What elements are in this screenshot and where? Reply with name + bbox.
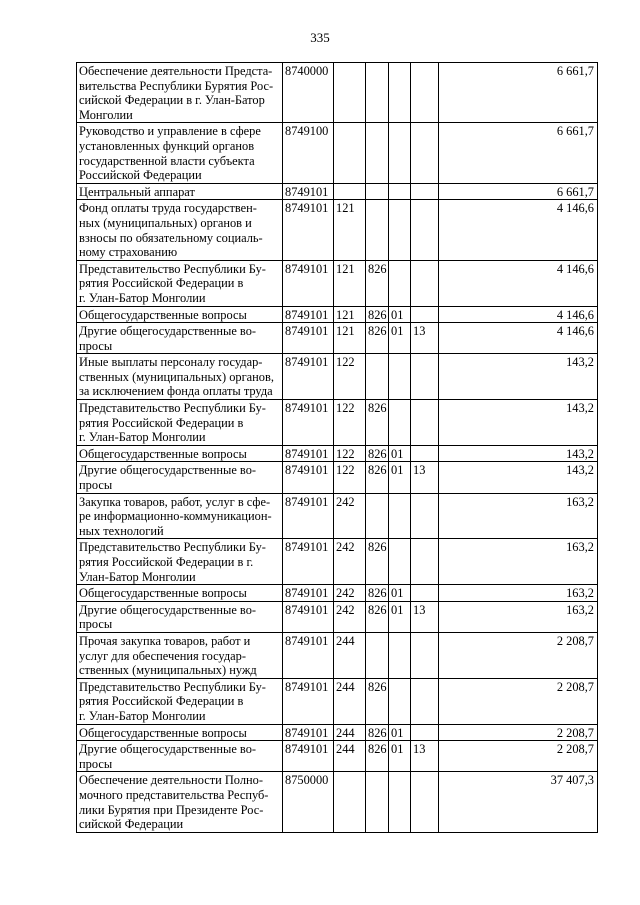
cell-target-article: 8749101	[283, 306, 334, 323]
cell-name-line: Другие общегосударственные во-	[79, 324, 257, 339]
cell-name	[77, 585, 283, 602]
cell-amount: 163,2	[439, 585, 598, 602]
cell-department	[366, 63, 389, 123]
cell-target-article: 8749101	[283, 200, 334, 260]
cell-subsection	[411, 493, 439, 539]
cell-target-article: 8749100	[283, 123, 334, 183]
table-row	[77, 678, 598, 724]
cell-amount: 143,2	[439, 462, 598, 493]
cell-name-line: рятия Российской Федерации в г.	[79, 555, 254, 569]
cell-target-article: 8749101	[283, 741, 334, 772]
cell-amount: 143,2	[439, 354, 598, 400]
cell-section	[389, 493, 411, 539]
cell-name-line: просы	[79, 756, 113, 771]
cell-department	[366, 493, 389, 539]
cell-target-article: 8749101	[283, 724, 334, 741]
cell-name-line: установленных функций органов	[79, 138, 255, 153]
cell-name	[77, 601, 283, 632]
cell-name-line: Представительство Республики Бу-	[79, 401, 266, 416]
cell-subsection	[411, 772, 439, 832]
cell-name-line: Руководство и управление в сфере	[79, 124, 261, 139]
cell-department: 826	[366, 323, 389, 354]
cell-name	[77, 678, 283, 724]
cell-name-line: рятия Российской Федерации в	[79, 415, 244, 430]
cell-section	[389, 354, 411, 400]
cell-department: 826	[366, 306, 389, 323]
cell-subsection: 13	[411, 462, 439, 493]
cell-section: 01	[389, 462, 411, 493]
cell-name-line: Другие общегосударственные во-	[79, 602, 257, 617]
cell-name	[77, 632, 283, 678]
cell-subsection: 13	[411, 601, 439, 632]
table-row	[77, 123, 598, 183]
cell-amount: 2 208,7	[439, 724, 598, 741]
cell-name	[77, 772, 283, 832]
cell-expense-type	[334, 63, 366, 123]
cell-section: 01	[389, 445, 411, 462]
cell-section	[389, 678, 411, 724]
cell-section	[389, 123, 411, 183]
table-row	[77, 539, 598, 585]
cell-section: 01	[389, 323, 411, 354]
table-row	[77, 724, 598, 741]
table-row	[77, 601, 598, 632]
cell-name-line: Прочая закупка товаров, работ и	[79, 633, 251, 648]
cell-name-line: Обеспечение деятельности Предста-	[79, 64, 273, 78]
cell-section	[389, 200, 411, 260]
cell-expense-type: 242	[334, 493, 366, 539]
cell-name	[77, 400, 283, 446]
cell-department: 826	[366, 601, 389, 632]
table-row	[77, 772, 598, 832]
cell-subsection	[411, 260, 439, 306]
cell-subsection	[411, 200, 439, 260]
cell-name-line: Общегосударственные вопросы	[79, 586, 247, 601]
cell-amount: 163,2	[439, 539, 598, 585]
cell-name-line: г. Улан-Батор Монголии	[79, 430, 206, 445]
cell-name-line: сийской Федерации	[79, 817, 184, 832]
cell-expense-type: 121	[334, 306, 366, 323]
cell-section: 01	[389, 741, 411, 772]
table-body	[77, 63, 598, 833]
cell-department	[366, 354, 389, 400]
cell-target-article: 8749101	[283, 462, 334, 493]
table-row	[77, 445, 598, 462]
table-row	[77, 462, 598, 493]
cell-name-line: Российской Федерации	[79, 168, 202, 183]
cell-department	[366, 772, 389, 832]
cell-name-line: Фонд оплаты труда государствен-	[79, 201, 257, 216]
cell-name-line: услуг для обеспечения государ-	[79, 648, 246, 663]
cell-target-article: 8749101	[283, 323, 334, 354]
cell-expense-type: 122	[334, 445, 366, 462]
cell-subsection	[411, 306, 439, 323]
cell-target-article: 8749101	[283, 260, 334, 306]
cell-department: 826	[366, 741, 389, 772]
table-row	[77, 200, 598, 260]
cell-amount: 163,2	[439, 493, 598, 539]
table-row	[77, 260, 598, 306]
cell-expense-type: 121	[334, 323, 366, 354]
cell-department: 826	[366, 585, 389, 602]
cell-section	[389, 260, 411, 306]
cell-amount: 6 661,7	[439, 183, 598, 200]
page-number: 335	[310, 30, 330, 45]
cell-target-article: 8749101	[283, 493, 334, 539]
cell-expense-type: 121	[334, 260, 366, 306]
cell-name-line: г. Улан-Батор Монголии	[79, 708, 206, 723]
cell-subsection	[411, 445, 439, 462]
cell-department: 826	[366, 260, 389, 306]
cell-subsection: 13	[411, 323, 439, 354]
cell-name-line: Обеспечение деятельности Полно-	[79, 773, 263, 788]
cell-name	[77, 539, 283, 585]
cell-name-line: ре информационно-коммуникацион-	[79, 509, 272, 524]
cell-expense-type: 244	[334, 741, 366, 772]
cell-name-line: Общегосударственные вопросы	[79, 446, 247, 461]
cell-department: 826	[366, 539, 389, 585]
cell-amount: 6 661,7	[439, 123, 598, 183]
cell-name	[77, 445, 283, 462]
cell-amount: 4 146,6	[439, 260, 598, 306]
cell-name-line: Улан-Батор Монголии	[79, 569, 196, 584]
cell-amount: 6 661,7	[439, 63, 598, 123]
cell-name-line: Иные выплаты персоналу государ-	[79, 355, 263, 370]
cell-name-line: ных технологий	[79, 523, 164, 538]
cell-expense-type	[334, 183, 366, 200]
cell-expense-type: 242	[334, 601, 366, 632]
cell-section	[389, 772, 411, 832]
cell-target-article: 8749101	[283, 585, 334, 602]
cell-expense-type: 244	[334, 678, 366, 724]
cell-subsection	[411, 400, 439, 446]
cell-name-line: Закупка товаров, работ, услуг в сфе-	[79, 494, 271, 509]
cell-name-line: просы	[79, 338, 113, 353]
cell-name-line: Монголии	[79, 107, 133, 122]
table-row	[77, 741, 598, 772]
cell-name-line: г. Улан-Батор Монголии	[79, 290, 206, 305]
budget-table	[76, 62, 598, 833]
cell-section	[389, 63, 411, 123]
cell-name-line: Другие общегосударственные во-	[79, 742, 257, 757]
table-row	[77, 183, 598, 200]
cell-department: 826	[366, 400, 389, 446]
cell-subsection	[411, 724, 439, 741]
cell-name-line: рятия Российской Федерации в	[79, 276, 244, 291]
cell-target-article: 8750000	[283, 772, 334, 832]
table-row	[77, 585, 598, 602]
cell-name-line: ственных (муниципальных) органов,	[79, 369, 274, 384]
cell-name-line: Представительство Республики Бу-	[79, 540, 266, 555]
cell-subsection	[411, 539, 439, 585]
cell-name-line: рятия Российской Федерации в	[79, 694, 244, 709]
cell-name	[77, 183, 283, 200]
cell-expense-type: 244	[334, 724, 366, 741]
cell-department: 826	[366, 678, 389, 724]
cell-name-line: мочного представительства Респуб-	[79, 787, 269, 802]
table-row	[77, 400, 598, 446]
cell-target-article: 8749101	[283, 400, 334, 446]
cell-department	[366, 183, 389, 200]
cell-subsection: 13	[411, 741, 439, 772]
cell-amount: 143,2	[439, 445, 598, 462]
cell-section	[389, 400, 411, 446]
cell-department: 826	[366, 724, 389, 741]
table-row	[77, 493, 598, 539]
table-row	[77, 632, 598, 678]
cell-name-line: Общегосударственные вопросы	[79, 307, 247, 322]
cell-expense-type: 244	[334, 632, 366, 678]
cell-department: 826	[366, 462, 389, 493]
cell-name	[77, 354, 283, 400]
cell-name	[77, 462, 283, 493]
cell-amount: 4 146,6	[439, 323, 598, 354]
cell-name-line: Другие общегосударственные во-	[79, 463, 257, 478]
cell-section	[389, 632, 411, 678]
cell-name-line: лики Бурятия при Президенте Рос-	[79, 802, 264, 817]
cell-subsection	[411, 632, 439, 678]
cell-section: 01	[389, 306, 411, 323]
cell-name-line: Центральный аппарат	[79, 184, 195, 199]
cell-expense-type: 122	[334, 400, 366, 446]
cell-section: 01	[389, 585, 411, 602]
cell-subsection	[411, 123, 439, 183]
cell-expense-type: 122	[334, 462, 366, 493]
cell-amount: 37 407,3	[439, 772, 598, 832]
cell-name	[77, 260, 283, 306]
cell-amount: 2 208,7	[439, 678, 598, 724]
cell-name	[77, 323, 283, 354]
table-row	[77, 306, 598, 323]
cell-section	[389, 183, 411, 200]
cell-name-line: ных (муниципальных) органов и	[79, 215, 252, 230]
cell-expense-type	[334, 123, 366, 183]
cell-amount: 143,2	[439, 400, 598, 446]
cell-department	[366, 200, 389, 260]
cell-target-article: 8740000	[283, 63, 334, 123]
cell-target-article: 8749101	[283, 445, 334, 462]
cell-expense-type: 122	[334, 354, 366, 400]
cell-department: 826	[366, 445, 389, 462]
cell-amount: 163,2	[439, 601, 598, 632]
cell-subsection	[411, 585, 439, 602]
cell-name-line: вительства Республики Бурятия Рос-	[79, 78, 274, 93]
cell-amount: 4 146,6	[439, 200, 598, 260]
cell-name-line: за исключением фонда оплаты труда	[79, 384, 273, 399]
cell-name	[77, 63, 283, 123]
cell-name-line: сийской Федерации в г. Улан-Батор	[79, 93, 265, 108]
cell-expense-type: 121	[334, 200, 366, 260]
cell-target-article: 8749101	[283, 354, 334, 400]
cell-subsection	[411, 354, 439, 400]
cell-amount: 4 146,6	[439, 306, 598, 323]
cell-name-line: просы	[79, 478, 113, 493]
cell-target-article: 8749101	[283, 678, 334, 724]
cell-name	[77, 724, 283, 741]
cell-name	[77, 123, 283, 183]
cell-target-article: 8749101	[283, 539, 334, 585]
cell-expense-type: 242	[334, 585, 366, 602]
cell-name-line: Представительство Республики Бу-	[79, 261, 266, 276]
cell-section: 01	[389, 724, 411, 741]
table-row	[77, 63, 598, 123]
cell-name-line: Представительство Республики Бу-	[79, 679, 266, 694]
cell-expense-type: 242	[334, 539, 366, 585]
cell-name-line: ственных (муниципальных) нужд	[79, 663, 257, 678]
cell-name-line: Общегосударственные вопросы	[79, 725, 247, 740]
cell-name-line: государственной власти субъекта	[79, 153, 255, 168]
cell-name	[77, 741, 283, 772]
cell-name	[77, 306, 283, 323]
cell-subsection	[411, 678, 439, 724]
cell-section: 01	[389, 601, 411, 632]
cell-target-article: 8749101	[283, 601, 334, 632]
table-row	[77, 354, 598, 400]
cell-department	[366, 632, 389, 678]
cell-name-line: просы	[79, 617, 113, 632]
cell-target-article: 8749101	[283, 183, 334, 200]
cell-section	[389, 539, 411, 585]
cell-subsection	[411, 183, 439, 200]
cell-name-line: взносы по обязательному социаль-	[79, 230, 263, 245]
table-row	[77, 323, 598, 354]
cell-amount: 2 208,7	[439, 632, 598, 678]
cell-target-article: 8749101	[283, 632, 334, 678]
cell-name	[77, 200, 283, 260]
cell-subsection	[411, 63, 439, 123]
cell-expense-type	[334, 772, 366, 832]
cell-amount: 2 208,7	[439, 741, 598, 772]
cell-name	[77, 493, 283, 539]
cell-department	[366, 123, 389, 183]
cell-name-line: ному страхованию	[79, 245, 178, 260]
